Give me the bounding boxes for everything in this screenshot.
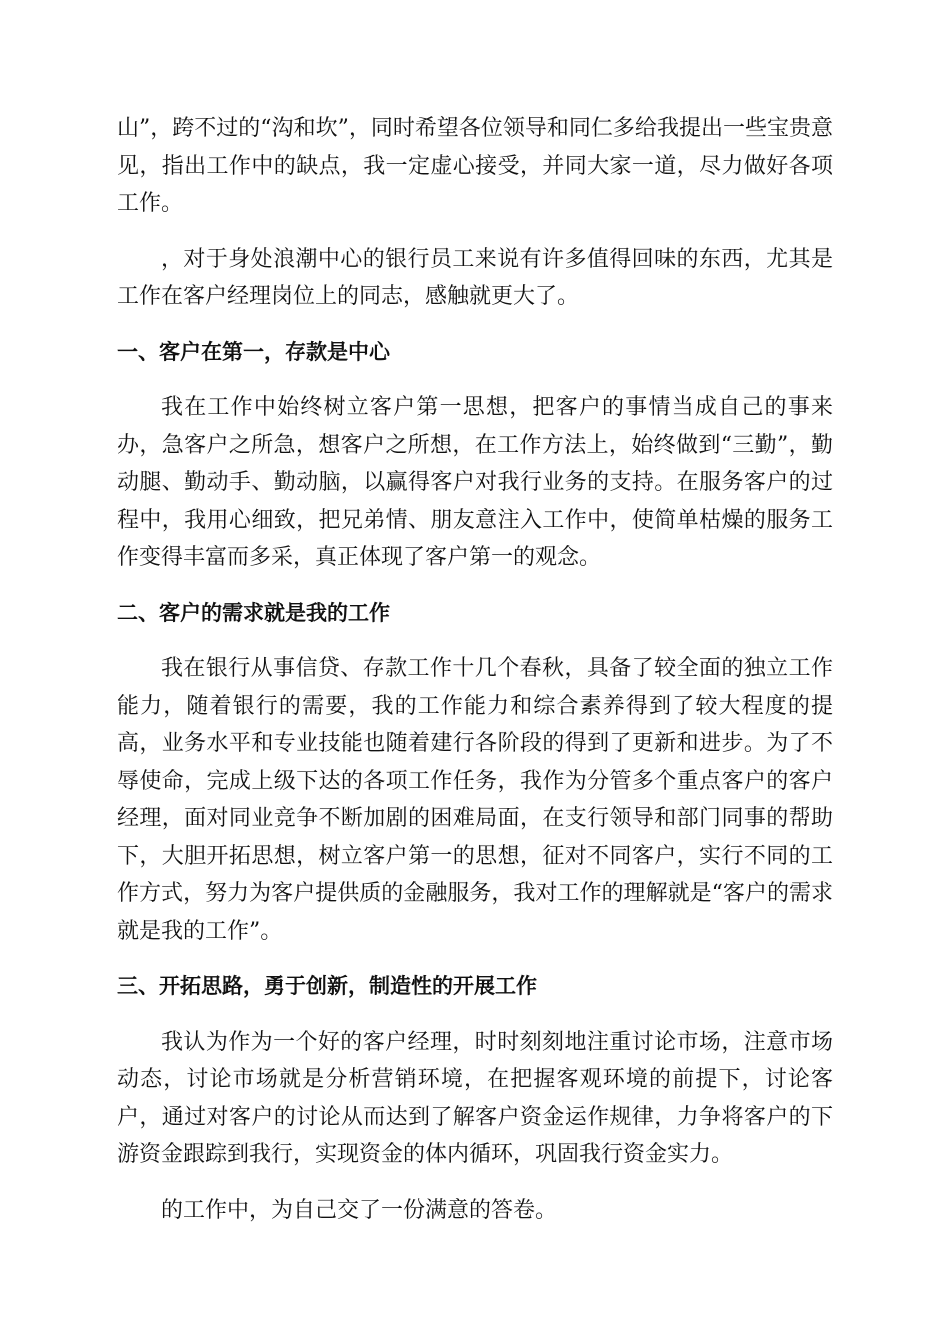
paragraph-intro: ，对于身处浪潮中心的银行员工来说有许多值得回味的东西，尤其是工作在客户经理岗位上的同志，感触就更大了。 <box>117 246 833 309</box>
paragraph-conclusion: 的工作中，为自己交了一份满意的答卷。 <box>161 1197 558 1223</box>
paragraph-section-3: 我认为作为一个好的客户经理，时时刻刻地注重讨论市场，注意市场动态，讨论市场就是分析营销环境，在把握客观环境的前提下，讨论客户，通过对客户的讨论从而达到了解客户资金运作规律，力争将客户的下游资金跟踪到我行，实现资金的体内循环，巩固我行资金实力。 <box>117 1029 833 1167</box>
paragraph-section-2: 我在银行从事信贷、存款工作十几个春秋，具备了较全面的独立工作能力，随着银行的需要，我的工作能力和综合素养得到了较大程度的提高，业务水平和专业技能也随着建行各阶段的得到了更新和进步。为了不辱使命，完成上级下达的各项工作任务，我作为分管多个重点客户的客户经理，面对同业竞争不断加剧的困难局面，在支行领导和部门同事的帮助下，大胆开拓思想，树立客户第一的思想，征对不同客户，实行不同的工作方式，努力为客户提供质的金融服务，我对工作的理解就是“客户的需求就是我的工作”。 <box>117 656 833 944</box>
section-heading-3: 三、开拓思路，勇于创新，制造性的开展工作 <box>117 974 537 998</box>
paragraph-section-1: 我在工作中始终树立客户第一思想，把客户的事情当成自己的事来办，急客户之所急，想客户之所想，在工作方法上，始终做到“三勤”，勤动腿、勤动手、勤动脑，以赢得客户对我行业务的支持。在服务客户的过程中，我用心细致，把兄弟情、朋友意注入工作中，使简单枯燥的服务工作变得丰富而多采，真正体现了客户第一的观念。 <box>117 395 833 570</box>
document-body <box>117 110 833 1247</box>
section-heading-2: 二、客户的需求就是我的工作 <box>117 600 390 625</box>
section-heading-1: 一、客户在第一，存款是中心 <box>117 339 390 364</box>
paragraph-closing-remarks: 山”，跨不过的“沟和坎”，同时希望各位领导和同仁多给我提出一些宝贵意见，指出工作中的缺点，我一定虚心接受，并同大家一道，尽力做好各项工作。 <box>117 116 833 216</box>
